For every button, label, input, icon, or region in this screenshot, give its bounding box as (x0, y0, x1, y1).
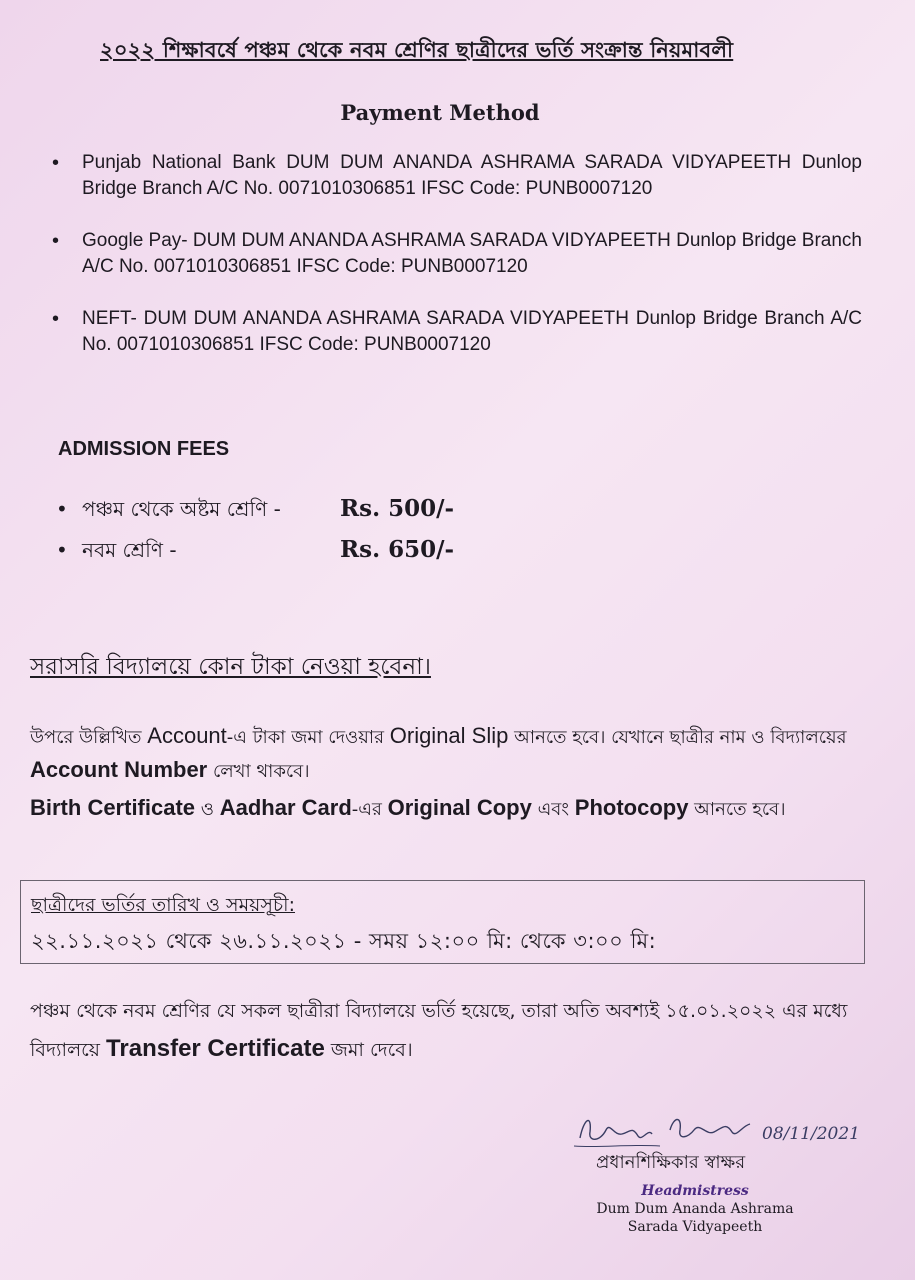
stamp-title: Headmistress (641, 1183, 749, 1199)
bullet-icon: • (56, 497, 68, 521)
admission-schedule-box (20, 880, 865, 964)
text-run: পঞ্চম থেকে নবম শ্রেণির যে সকল ছাত্রীরা বিদ্যালয়ে ভর্তি হয়েছে, তারা অতি অবশ্যই ১৫.০১.২০২২ এর মধ্যে বিদ্যালয়ে (30, 1000, 848, 1061)
text-run: ও (195, 799, 220, 820)
text-run: উপরে উল্লিখিত (30, 727, 148, 748)
text-run: Account Number (30, 757, 208, 782)
fee-label: পঞ্চম থেকে অষ্টম শ্রেণি - (82, 497, 281, 521)
documents-instruction (30, 790, 860, 828)
stamp-line: Dum Dum Ananda Ashrama (596, 1201, 794, 1217)
slip-instruction (30, 720, 860, 788)
text-run: Photocopy (574, 795, 689, 820)
text-run: -এ টাকা জমা দেওয়ার (226, 727, 390, 748)
schedule-value: ২২.১১.২০২১ থেকে ২৬.১১.২০২১ - সময় ১২:০০ মি: থেকে ৩:০০ মি: (31, 929, 657, 953)
text-run: -এর (351, 799, 388, 820)
fee-amount: Rs. 650/- (340, 536, 455, 563)
payment-method-item: • Google Pay- DUM DUM ANANDA ASHRAMA SARADA VIDYAPEETH Dunlop Bridge Branch A/C No. 0071010306851 IFSC Code: PUNB0007120 (52, 228, 862, 280)
fee-row (56, 536, 454, 569)
text-run: আনতে হবে। যেখানে ছাত্রীর নাম ও বিদ্যালয়ের (508, 727, 847, 748)
headmistress-stamp (560, 1182, 830, 1236)
schedule-title: ছাত্রীদের ভর্তির তারিখ ও সময়সূচী: (31, 894, 295, 916)
text-run: Original Slip (389, 723, 509, 748)
document-heading: ২০২২ শিক্ষাবর্ষে পঞ্চম থেকে নবম শ্রেণির ছাত্রীদের ভর্তি সংক্রান্ত নিয়মাবলী (100, 38, 734, 62)
no-cash-notice: সরাসরি বিদ্যালয়ে কোন টাকা নেওয়া হবেনা। (30, 654, 431, 680)
transfer-certificate-instruction (30, 992, 870, 1069)
fee-label: নবম শ্রেণি - (82, 538, 177, 562)
payment-method-list (52, 150, 862, 384)
text-run: Account (147, 723, 227, 748)
admission-fees-title: ADMISSION FEES (58, 438, 230, 460)
text-run: আনতে হবে। (688, 799, 786, 820)
payment-method-item: • NEFT- DUM DUM ANANDA ASHRAMA SARADA VIDYAPEETH Dunlop Bridge Branch A/C No. 0071010306851 IFSC Code: PUNB0007120 (52, 306, 862, 358)
fee-row (56, 495, 454, 528)
text-run: এবং (531, 799, 575, 820)
stamp-line: Sarada Vidyapeeth (627, 1219, 763, 1235)
text-run: লেখা থাকবে। (207, 761, 310, 782)
text-run: Birth Certificate (30, 795, 196, 820)
payment-method-item: • Punjab National Bank DUM DUM ANANDA ASHRAMA SARADA VIDYAPEETH Dunlop Bridge Branch A/C No. 0071010306851 IFSC Code: PUNB0007120 (52, 150, 862, 202)
bullet-icon: • (56, 538, 68, 562)
signature-caption: প্রধানশিক্ষিকার স্বাক্ষর (596, 1152, 746, 1173)
text-run: Transfer Certificate (106, 1035, 325, 1062)
fee-amount: Rs. 500/- (340, 495, 455, 522)
text-run: Aadhar Card (219, 795, 352, 820)
payment-method-title: Payment Method (340, 100, 540, 125)
text-run: জমা দেবে। (324, 1039, 413, 1061)
text-run: Original Copy (387, 795, 532, 820)
signature-date: 08/11/2021 (762, 1124, 860, 1144)
